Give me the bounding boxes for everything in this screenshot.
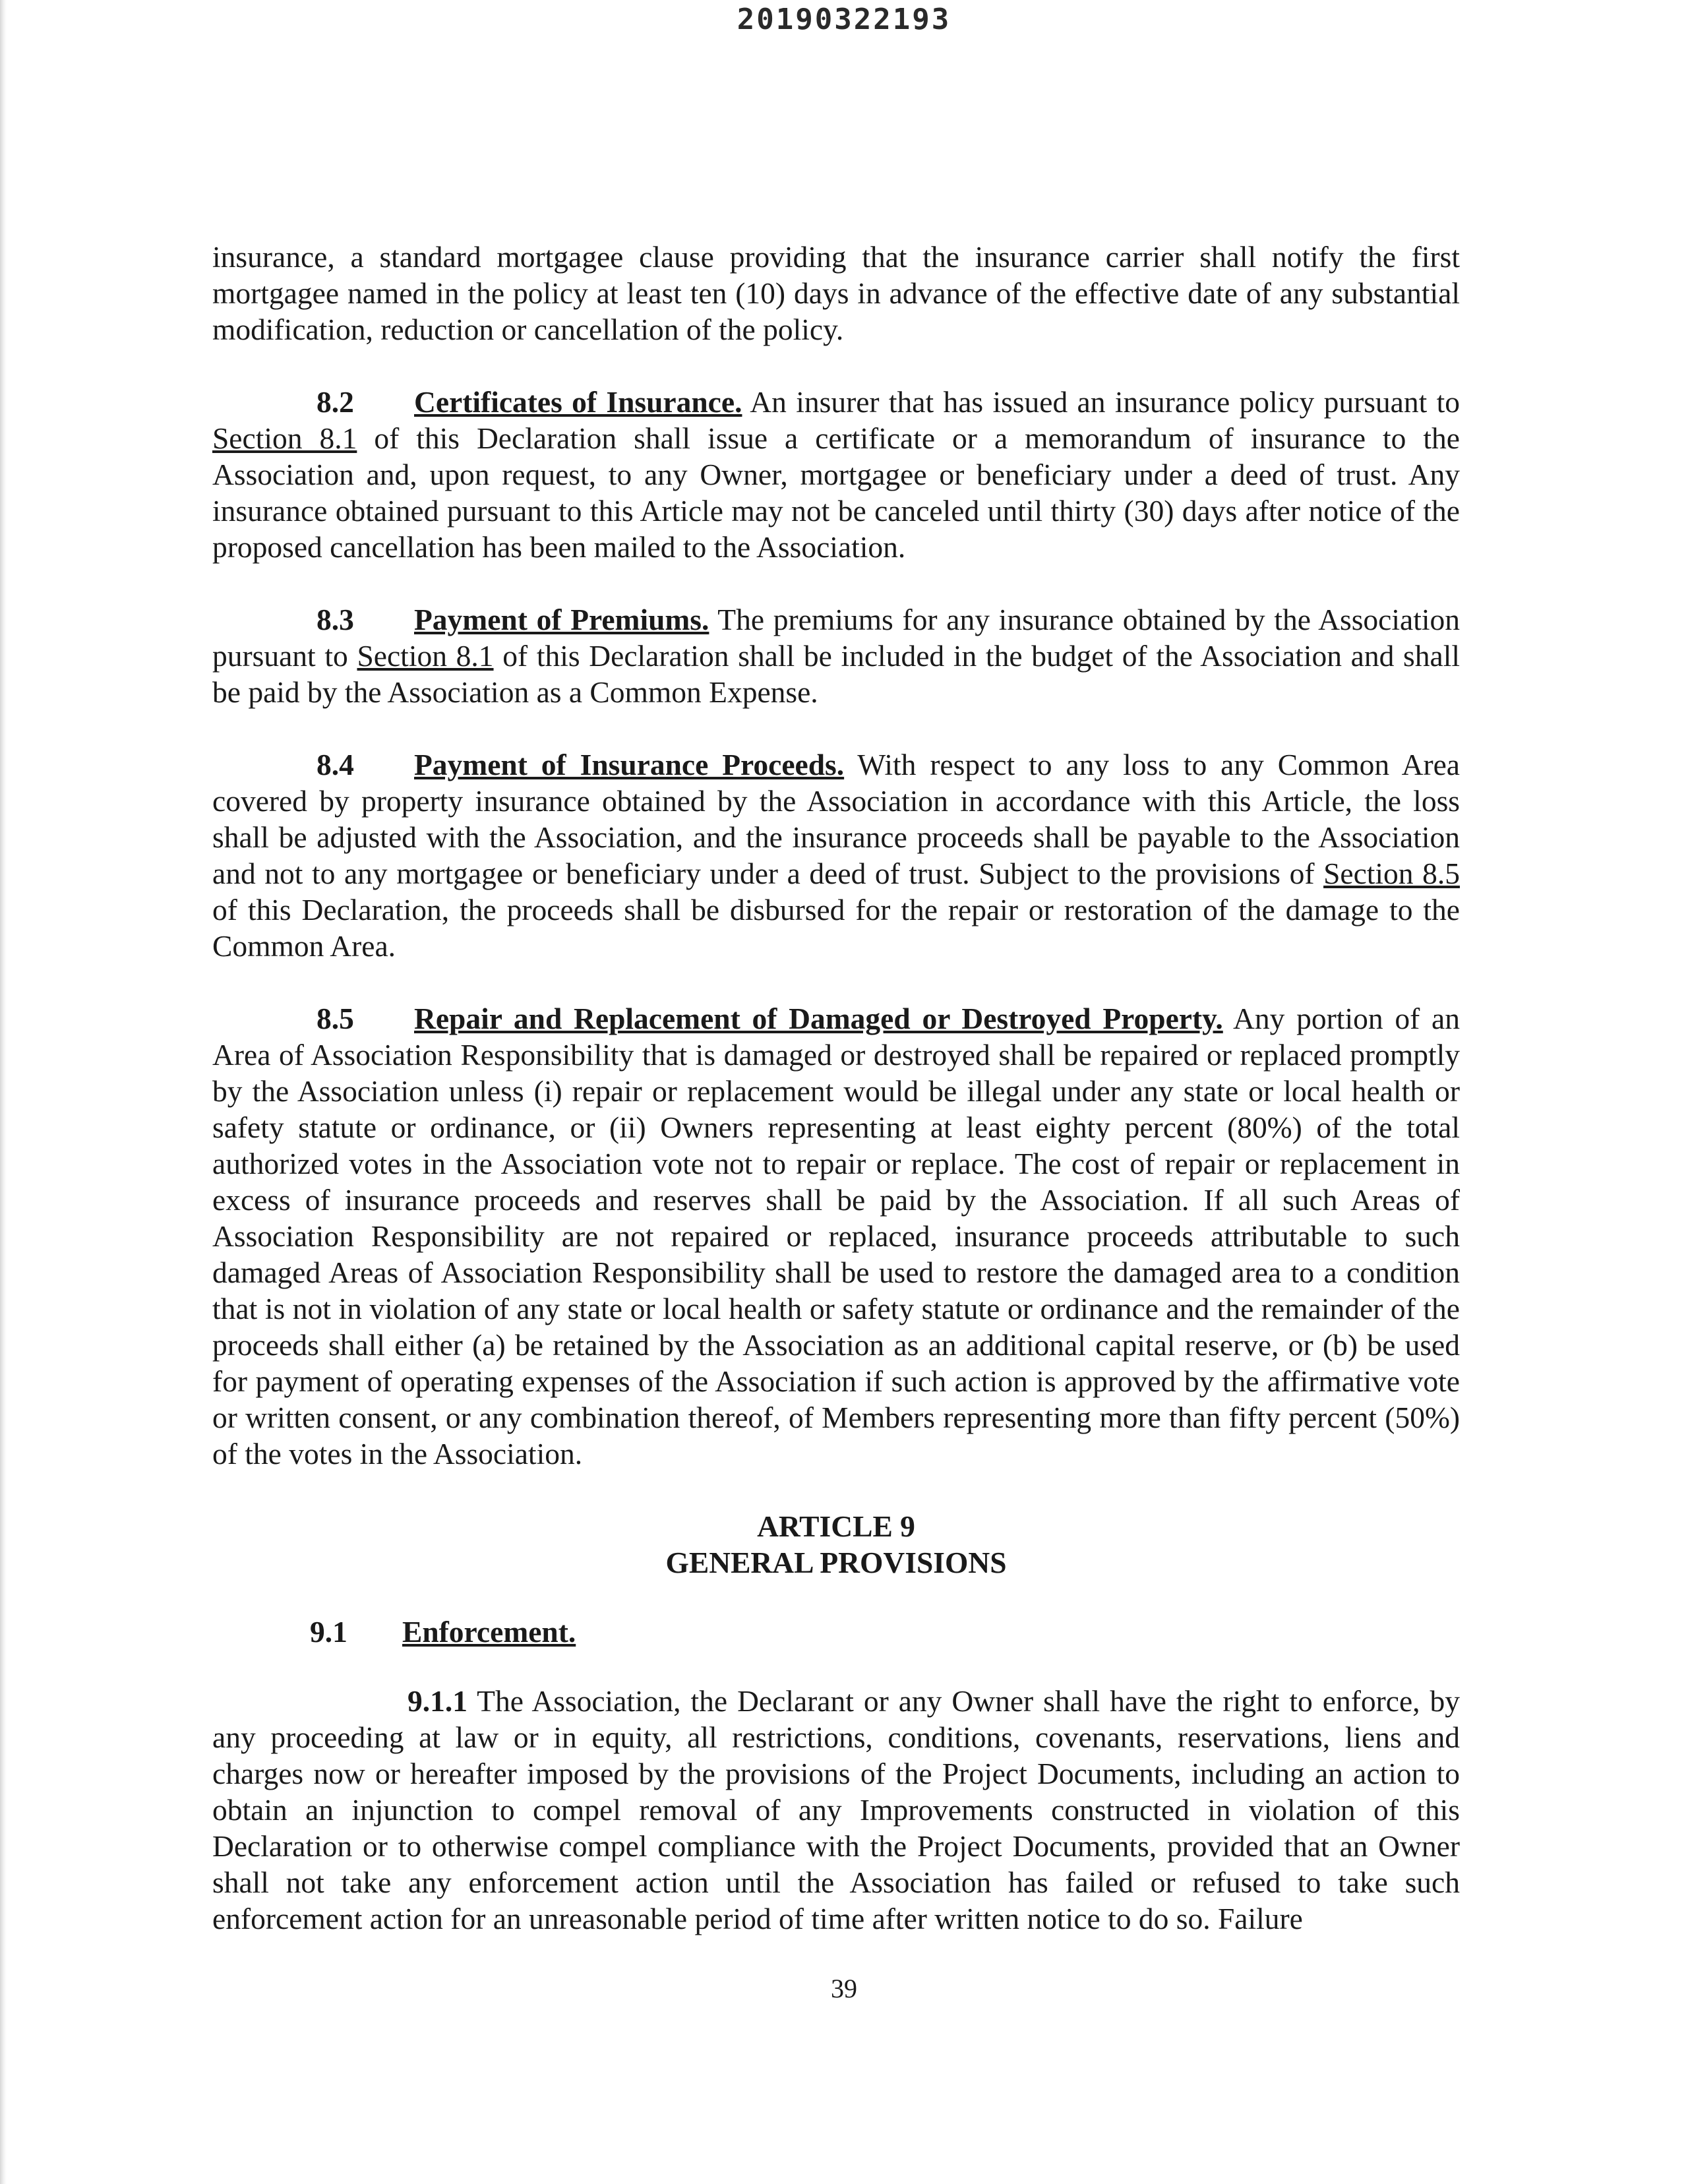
section-title: Payment of Premiums. xyxy=(414,603,709,636)
section-reference: Section 8.5 xyxy=(1323,857,1460,890)
page-number: 39 xyxy=(831,1974,857,2003)
article-number: ARTICLE 9 xyxy=(757,1509,915,1543)
section-text: Any portion of an Area of Association Responsibility that is damaged or destroyed shall be repaired or replaced promptly by the Association unless (i) repair or replacement would be illegal under any state or local health or safety statute or ordinance, or (ii) Owners representing at least eighty percent (80%) of the total authorized votes in the Association vote not to repair or replace. The cost of repair or replacement in excess of insurance proceeds and reserves shall be paid by the Association. If all such Areas of Association Responsibility are not repaired or replaced, insurance proceeds attributable to such damaged Areas of Association Responsibility shall be used to restore the damaged area to a condition that is not in violation of any state or local health or safety statute or ordinance and the remainder of the proceeds shall either (a) be retained by the Association as an additional capital reserve, or (b) be used for payment of operating expenses of the Association if such action is approved by the affirmative vote or written consent, or any combination thereof, of Members representing more than fifty percent (50%) of the votes in the Association. xyxy=(212,1002,1460,1471)
section-number: 8.3 xyxy=(316,603,354,636)
section-number: 8.2 xyxy=(316,385,354,419)
section-title: Certificates of Insurance. xyxy=(414,385,742,419)
article-title: GENERAL PROVISIONS xyxy=(665,1546,1007,1579)
recording-number: 20190322193 xyxy=(737,3,951,36)
section-text: The premiums for any insurance obtained by the Association pursuant to xyxy=(212,603,1460,673)
subsection-text: The Association, the Declarant or any Owner shall have the right to enforce, by any proceeding at law or in equity, all restrictions, conditions, covenants, reservations, liens and charges now or hereafter imposed by the provisions of the Project Documents, including an action to obtain an injunction to compel removal of any Improvements constructed in violation of this Declaration or to otherwise compel compliance with the Project Documents, provided that an Owner shall not take any enforcement action until the Association has failed or refused to take such enforcement action for an unreasonable period of time after written notice to do so. Failure xyxy=(212,1684,1460,1935)
scan-edge-shadow xyxy=(0,0,7,2184)
section-8-3 xyxy=(212,601,1460,710)
section-8-5 xyxy=(212,1000,1460,1472)
section-title: Payment of Insurance Proceeds. xyxy=(414,748,845,781)
section-number: 8.5 xyxy=(316,1002,354,1035)
section-8-2 xyxy=(212,384,1460,565)
article-heading xyxy=(212,1508,1460,1581)
section-title: Repair and Replacement of Damaged or Destroyed Property. xyxy=(414,1002,1223,1035)
section-title: Enforcement. xyxy=(402,1615,576,1649)
section-reference: Section 8.1 xyxy=(212,421,357,455)
paragraph-text: insurance, a standard mortgagee clause providing that the insurance carrier shall notify the first mortgagee named in the policy at least ten (10) days in advance of the effective date of any substantial modification, reduction or cancellation of the policy. xyxy=(212,240,1460,346)
section-text: An insurer that has issued an insurance policy pursuant to xyxy=(742,385,1460,419)
document-body xyxy=(212,239,1460,1973)
section-9-1-1 xyxy=(212,1683,1460,1937)
paragraph-insurance-continued xyxy=(212,239,1460,348)
section-text: With respect to any loss to any Common Area covered by property insurance obtained by the Association in accordance with this Article, the loss shall be adjusted with the Association, and the insurance proceeds shall be payable to the Association and not to any mortgagee or beneficiary under a deed of trust. Subject to the provisions of xyxy=(212,748,1460,890)
section-text: of this Declaration, the proceeds shall be disbursed for the repair or restoration of the damage to the Common Area. xyxy=(212,893,1460,963)
section-text: of this Declaration shall be included in the budget of the Association and shall be paid by the Association as a Common Expense. xyxy=(212,639,1460,709)
section-text: of this Declaration shall issue a certificate or a memorandum of insurance to the Association and, upon request, to any Owner, mortgagee or beneficiary under a deed of trust. Any insurance obtained pursuant to this Article may not be canceled until thirty (30) days after notice of the proposed cancellation has been mailed to the Association. xyxy=(212,421,1460,564)
section-9-1-heading xyxy=(310,1614,1460,1650)
section-8-4 xyxy=(212,746,1460,964)
section-number: 9.1 xyxy=(310,1615,347,1649)
section-number: 8.4 xyxy=(316,748,354,781)
section-reference: Section 8.1 xyxy=(357,639,494,673)
subsection-number: 9.1.1 xyxy=(407,1684,467,1718)
